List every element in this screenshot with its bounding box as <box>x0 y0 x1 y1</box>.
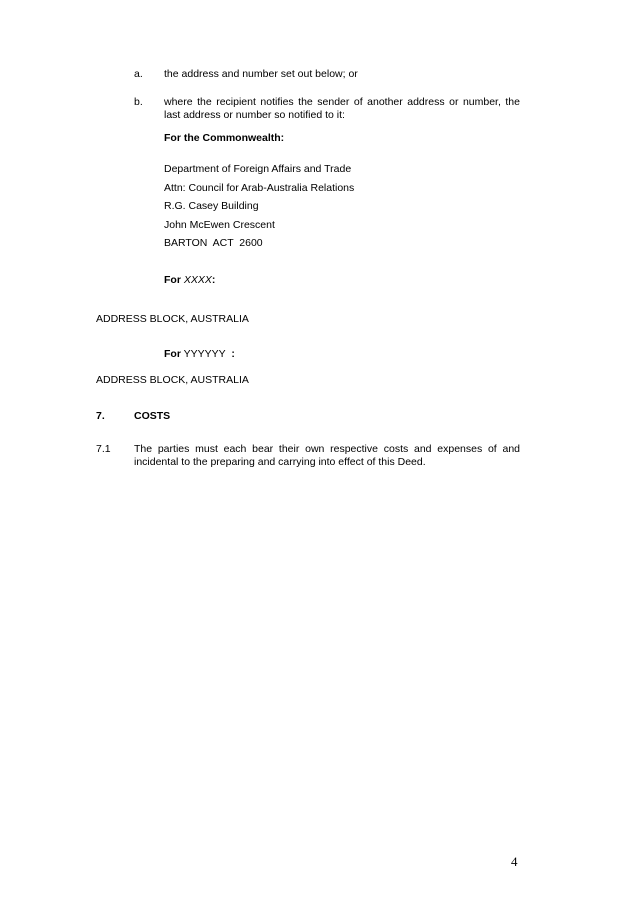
party-x-for: For <box>164 274 184 286</box>
section-number: 7. <box>96 410 105 422</box>
party-y-for: For <box>164 348 181 360</box>
party-y-name: YYYYYY <box>180 348 232 360</box>
page-number: 4 <box>511 854 518 869</box>
item-b-text: where the recipient notifies the sender of another address or number, the last address or number so notified to it: <box>164 96 520 121</box>
commonwealth-address-line: Department of Foreign Affairs and Trade <box>164 163 352 175</box>
party-x-address: ADDRESS BLOCK, AUSTRALIA <box>96 313 249 325</box>
party-y-heading <box>164 348 235 360</box>
commonwealth-address-line: John McEwen Crescent <box>164 219 275 231</box>
item-a-text: the address and number set out below; or <box>164 68 358 80</box>
item-b-label: b. <box>134 96 143 108</box>
party-y-colon: : <box>231 348 235 360</box>
party-x-heading <box>164 274 215 286</box>
commonwealth-address-line: Attn: Council for Arab-Australia Relations <box>164 182 355 194</box>
section-title: COSTS <box>134 410 171 422</box>
item-a-label: a. <box>134 68 143 80</box>
party-x-name: XXXX <box>183 274 212 286</box>
party-x-colon: : <box>211 274 216 286</box>
party-y-address: ADDRESS BLOCK, AUSTRALIA <box>96 374 249 386</box>
clause-text: The parties must each bear their own respective costs and expenses of and incidental to the preparing and carrying into effect of this Deed. <box>134 443 520 468</box>
commonwealth-heading: For the Commonwealth: <box>164 132 285 144</box>
clause-number: 7.1 <box>96 443 111 455</box>
commonwealth-address-line: R.G. Casey Building <box>164 200 259 212</box>
commonwealth-address-line: BARTON ACT 2600 <box>164 237 263 249</box>
